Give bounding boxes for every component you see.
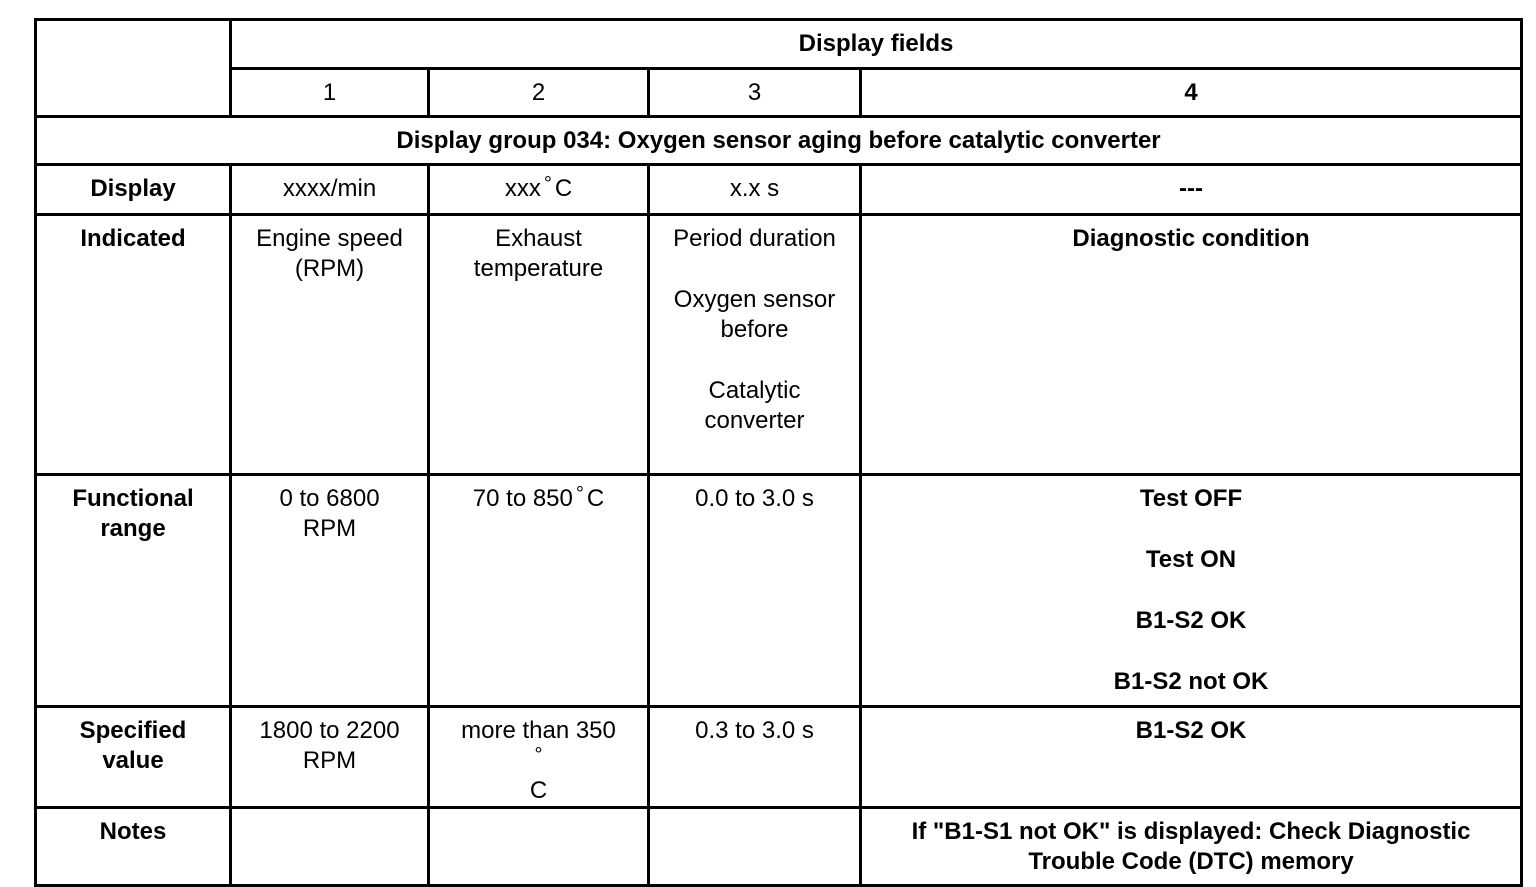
row-label-specified-line-2: value: [102, 747, 164, 774]
functional-field-1: [231, 475, 429, 707]
functional-field-1-line-2: RPM: [302, 515, 357, 542]
display-field-2-value: xxx: [504, 175, 541, 202]
row-specified-value: [36, 707, 1522, 808]
display-fields-header: Display fields: [231, 20, 1522, 69]
indicated-field-3-line-5: converter: [704, 407, 805, 434]
notes-field-3: [649, 808, 861, 886]
specified-field-3: 0.3 to 3.0 s: [649, 707, 861, 808]
functional-field-2: [429, 475, 649, 707]
specified-field-2-line-2: [436, 746, 641, 806]
indicated-field-3: [649, 215, 861, 475]
specified-field-2-line-1: more than 350: [461, 717, 616, 744]
row-label-indicated: Indicated: [36, 215, 231, 475]
indicated-field-2-line-1: Exhaust: [495, 225, 582, 252]
display-field-2: [429, 165, 649, 215]
row-label-specified-value: [36, 707, 231, 808]
functional-field-4-line-3: B1-S2 OK: [1135, 607, 1247, 634]
indicated-field-3-line-3: before: [720, 316, 789, 343]
specified-field-1-line-1: 1800 to 2200: [259, 717, 400, 744]
indicated-field-1-line-1: Engine speed: [256, 225, 403, 252]
indicated-field-1: [231, 215, 429, 475]
row-label-functional-range: [36, 475, 231, 707]
indicated-field-2: [429, 215, 649, 475]
group-title: Display group 034: Oxygen sensor aging before catalytic converter: [36, 117, 1522, 165]
degree-symbol: °: [543, 173, 552, 195]
indicated-field-3-line-2: Oxygen sensor: [673, 286, 836, 313]
row-label-specified-line-1: Specified: [79, 717, 187, 744]
row-indicated: [36, 215, 1522, 475]
degree-symbol: °: [534, 744, 543, 766]
row-label-display: Display: [36, 165, 231, 215]
notes-field-4-line-2: Trouble Code (DTC) memory: [1028, 848, 1354, 875]
specified-field-2-unit: C: [529, 777, 548, 804]
indicated-field-3-line-4: Catalytic: [708, 377, 801, 404]
row-notes: [36, 808, 1522, 886]
functional-field-4-line-1: Test OFF: [1139, 485, 1243, 512]
indicated-field-2-line-2: temperature: [473, 255, 604, 282]
functional-field-2-unit: C: [586, 485, 605, 512]
corner-cell: [36, 20, 231, 117]
notes-field-4: [861, 808, 1522, 886]
specified-field-1: [231, 707, 429, 808]
notes-field-1: [231, 808, 429, 886]
row-display: [36, 165, 1522, 215]
display-field-2-unit: C: [554, 175, 573, 202]
field-header-2: 2: [429, 69, 649, 117]
row-label-notes: Notes: [36, 808, 231, 886]
display-field-4: ---: [861, 165, 1522, 215]
indicated-field-1-line-2: (RPM): [294, 255, 365, 282]
degree-symbol: °: [575, 483, 584, 505]
row-functional-range: [36, 475, 1522, 707]
field-header-3: 3: [649, 69, 861, 117]
field-header-4: 4: [861, 69, 1522, 117]
row-label-functional-line-2: range: [100, 515, 166, 542]
specified-field-2: [429, 707, 649, 808]
specified-field-4: B1-S2 OK: [861, 707, 1522, 808]
indicated-field-3-line-1: Period duration: [673, 225, 836, 252]
functional-field-2-value: 70 to 850: [472, 485, 573, 512]
display-field-3: x.x s: [649, 165, 861, 215]
notes-field-4-line-1: If "B1-S1 not OK" is displayed: Check Diagnostic: [911, 818, 1471, 845]
row-label-functional-line-1: Functional: [72, 485, 194, 512]
header-row-super: [36, 20, 1522, 69]
group-title-row: [36, 117, 1522, 165]
indicated-field-4: Diagnostic condition: [861, 215, 1522, 475]
functional-field-4-line-4: B1-S2 not OK: [1113, 668, 1269, 695]
display-field-1: xxxx/min: [231, 165, 429, 215]
notes-field-2: [429, 808, 649, 886]
field-header-1: 1: [231, 69, 429, 117]
header-row-fields: [36, 69, 1522, 117]
functional-field-1-line-1: 0 to 6800: [279, 485, 380, 512]
functional-field-4: [861, 475, 1522, 707]
functional-field-4-line-2: Test ON: [1145, 546, 1237, 573]
display-group-table: [34, 18, 1523, 887]
functional-field-3: 0.0 to 3.0 s: [649, 475, 861, 707]
specified-field-1-line-2: RPM: [302, 747, 357, 774]
